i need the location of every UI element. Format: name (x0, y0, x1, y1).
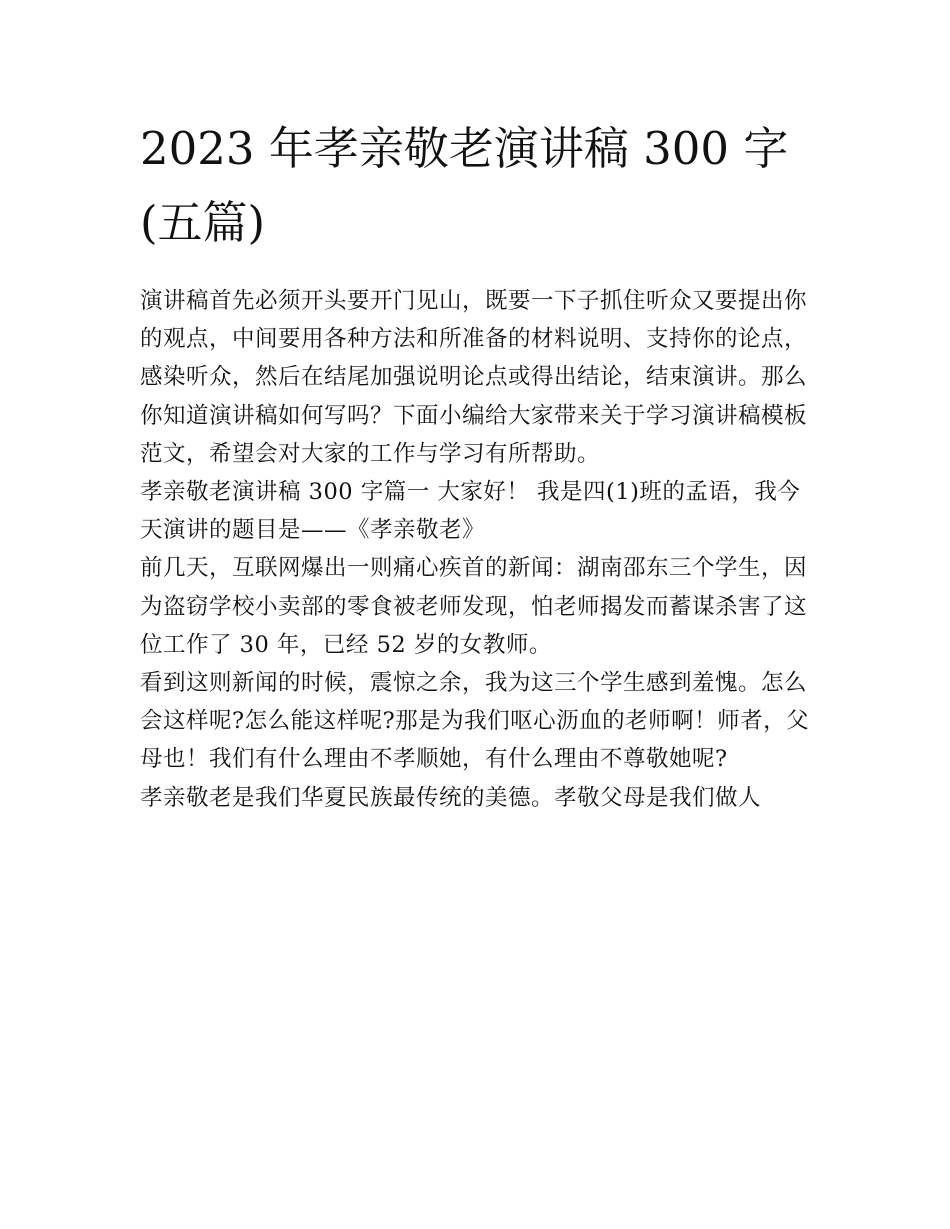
title-line-1: 2023 年孝亲敬老演讲稿 300 字 (140, 122, 789, 175)
paragraph-intro: 演讲稿首先必须开头要开门见山，既要一下子抓住听众又要提出你的观点，中间要用各种方法和所准备的材料说明、支持你的论点，感染听众，然后在结尾加强说明论点或得出结论，结束演讲。那么你知道演讲稿如何写吗？下面小编给大家带来关于学习演讲稿模板范文，希望会对大家的工作与学习有所帮助。 (140, 288, 808, 467)
document-body (140, 282, 812, 817)
title-line-2: (五篇) (140, 196, 266, 249)
paragraph-news: 前几天，互联网爆出一则痛心疾首的新闻：湖南邵东三个学生，因为盗窃学校小卖部的零食被老师发现，怕老师揭发而蓄谋杀害了这位工作了 30 年，已经 52 岁的女教师。 (140, 555, 808, 658)
paragraph-greeting: 孝亲敬老演讲稿 300 字篇一 大家好！ 我是四(1)班的孟语，我今天演讲的题目是——《孝亲敬老》 (140, 479, 801, 544)
document-title (140, 112, 820, 260)
paragraph-reaction: 看到这则新闻的时候，震惊之余，我为这三个学生感到羞愧。怎么会这样呢?怎么能这样呢?那是为我们呕心沥血的老师啊！师者，父母也！我们有什么理由不孝顺她，有什么理由不尊敬她呢? (140, 670, 810, 773)
paragraph-virtue: 孝亲敬老是我们华夏民族最传统的美德。孝敬父母是我们做人 (140, 784, 762, 811)
